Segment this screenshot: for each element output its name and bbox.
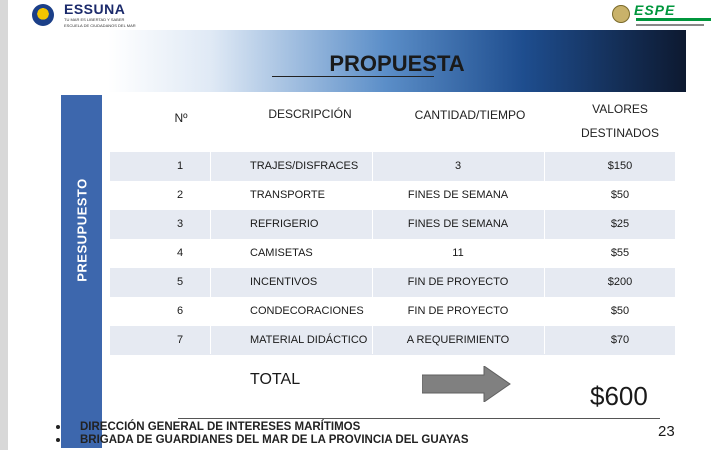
bullet-icon: [56, 425, 60, 429]
row-number: 4: [176, 247, 184, 259]
row-description: INCENTIVOS: [250, 276, 318, 288]
footer-item-text: DIRECCIÓN GENERAL DE INTERESES MARÍTIMOS: [80, 421, 361, 433]
row-quantity: FINES DE SEMANA: [407, 218, 509, 230]
footer-item-text: BRIGADA DE GUARDIANES DEL MAR DE LA PROVINCIA DEL GUAYAS: [80, 434, 469, 446]
row-description: MATERIAL DIDÁCTICO: [250, 334, 368, 346]
table-row: [110, 239, 675, 268]
row-quantity: 11: [452, 247, 464, 259]
footer-item: [50, 434, 469, 447]
total-value: $600: [590, 381, 648, 411]
row-value: $55: [610, 247, 630, 259]
left-edge-strip: [0, 0, 8, 450]
footer-rule: [178, 418, 660, 419]
table-row: [110, 152, 675, 181]
title-underline: [272, 76, 434, 77]
page-number: 23: [658, 423, 675, 440]
table-row: [110, 268, 675, 297]
row-value: $50: [610, 189, 630, 201]
row-description: REFRIGERIO: [250, 218, 319, 230]
row-number: 2: [176, 189, 184, 201]
row-value: $50: [610, 305, 630, 317]
row-number: 1: [176, 160, 184, 172]
row-quantity: FIN DE PROYECTO: [407, 305, 509, 317]
row-number: 3: [176, 218, 184, 230]
espe-logo-subline: [636, 18, 711, 21]
column-divider: [544, 152, 545, 354]
column-divider: [210, 152, 211, 354]
essuna-crest-icon: [32, 4, 54, 26]
row-description: TRAJES/DISFRACES: [250, 160, 359, 172]
essuna-logo-tagline-1: TU MAR ES LIBERTAD Y SABER: [64, 17, 125, 22]
essuna-logo: [32, 2, 182, 32]
side-label: PRESUPUESTO: [74, 178, 90, 282]
table-row: [110, 326, 675, 355]
right-arrow-icon: [422, 366, 512, 402]
row-description: TRANSPORTE: [250, 189, 325, 201]
espe-logo: [608, 2, 718, 32]
espe-logo-subline-2: [636, 24, 704, 26]
row-quantity: FIN DE PROYECTO: [407, 276, 509, 288]
espe-seal-icon: [612, 5, 630, 23]
header-description: DESCRIPCIÓN: [268, 107, 352, 121]
column-divider: [372, 152, 373, 354]
title-banner: [108, 30, 686, 92]
essuna-logo-name: ESSUNA: [64, 1, 126, 17]
table-row: [110, 210, 675, 239]
essuna-logo-tagline-2: ESCUELA DE CIUDADANOS DEL MAR: [64, 23, 136, 28]
footer-item: [50, 421, 469, 434]
header-number: Nº: [174, 111, 188, 125]
row-number: 7: [176, 334, 184, 346]
row-description: CAMISETAS: [250, 247, 313, 259]
table-row: [110, 181, 675, 210]
row-value: $200: [607, 276, 633, 288]
footer-list: [50, 421, 469, 447]
row-description: CONDECORACIONES: [250, 305, 364, 317]
table-row: [110, 297, 675, 326]
row-number: 5: [176, 276, 184, 288]
espe-logo-name: ESPE: [634, 2, 676, 18]
row-quantity: FINES DE SEMANA: [407, 189, 509, 201]
bullet-icon: [56, 438, 60, 442]
header-value-line1: VALORES: [592, 102, 648, 116]
row-quantity: 3: [454, 160, 462, 172]
header-quantity: CANTIDAD/TIEMPO: [414, 108, 526, 122]
total-label: TOTAL: [250, 371, 301, 388]
row-number: 6: [176, 305, 184, 317]
row-quantity: A REQUERIMIENTO: [406, 334, 510, 346]
slide-title: PROPUESTA: [329, 51, 465, 76]
row-value: $25: [610, 218, 630, 230]
row-value: $150: [607, 160, 633, 172]
row-value: $70: [610, 334, 630, 346]
header-value-line2: DESTINADOS: [580, 126, 659, 140]
